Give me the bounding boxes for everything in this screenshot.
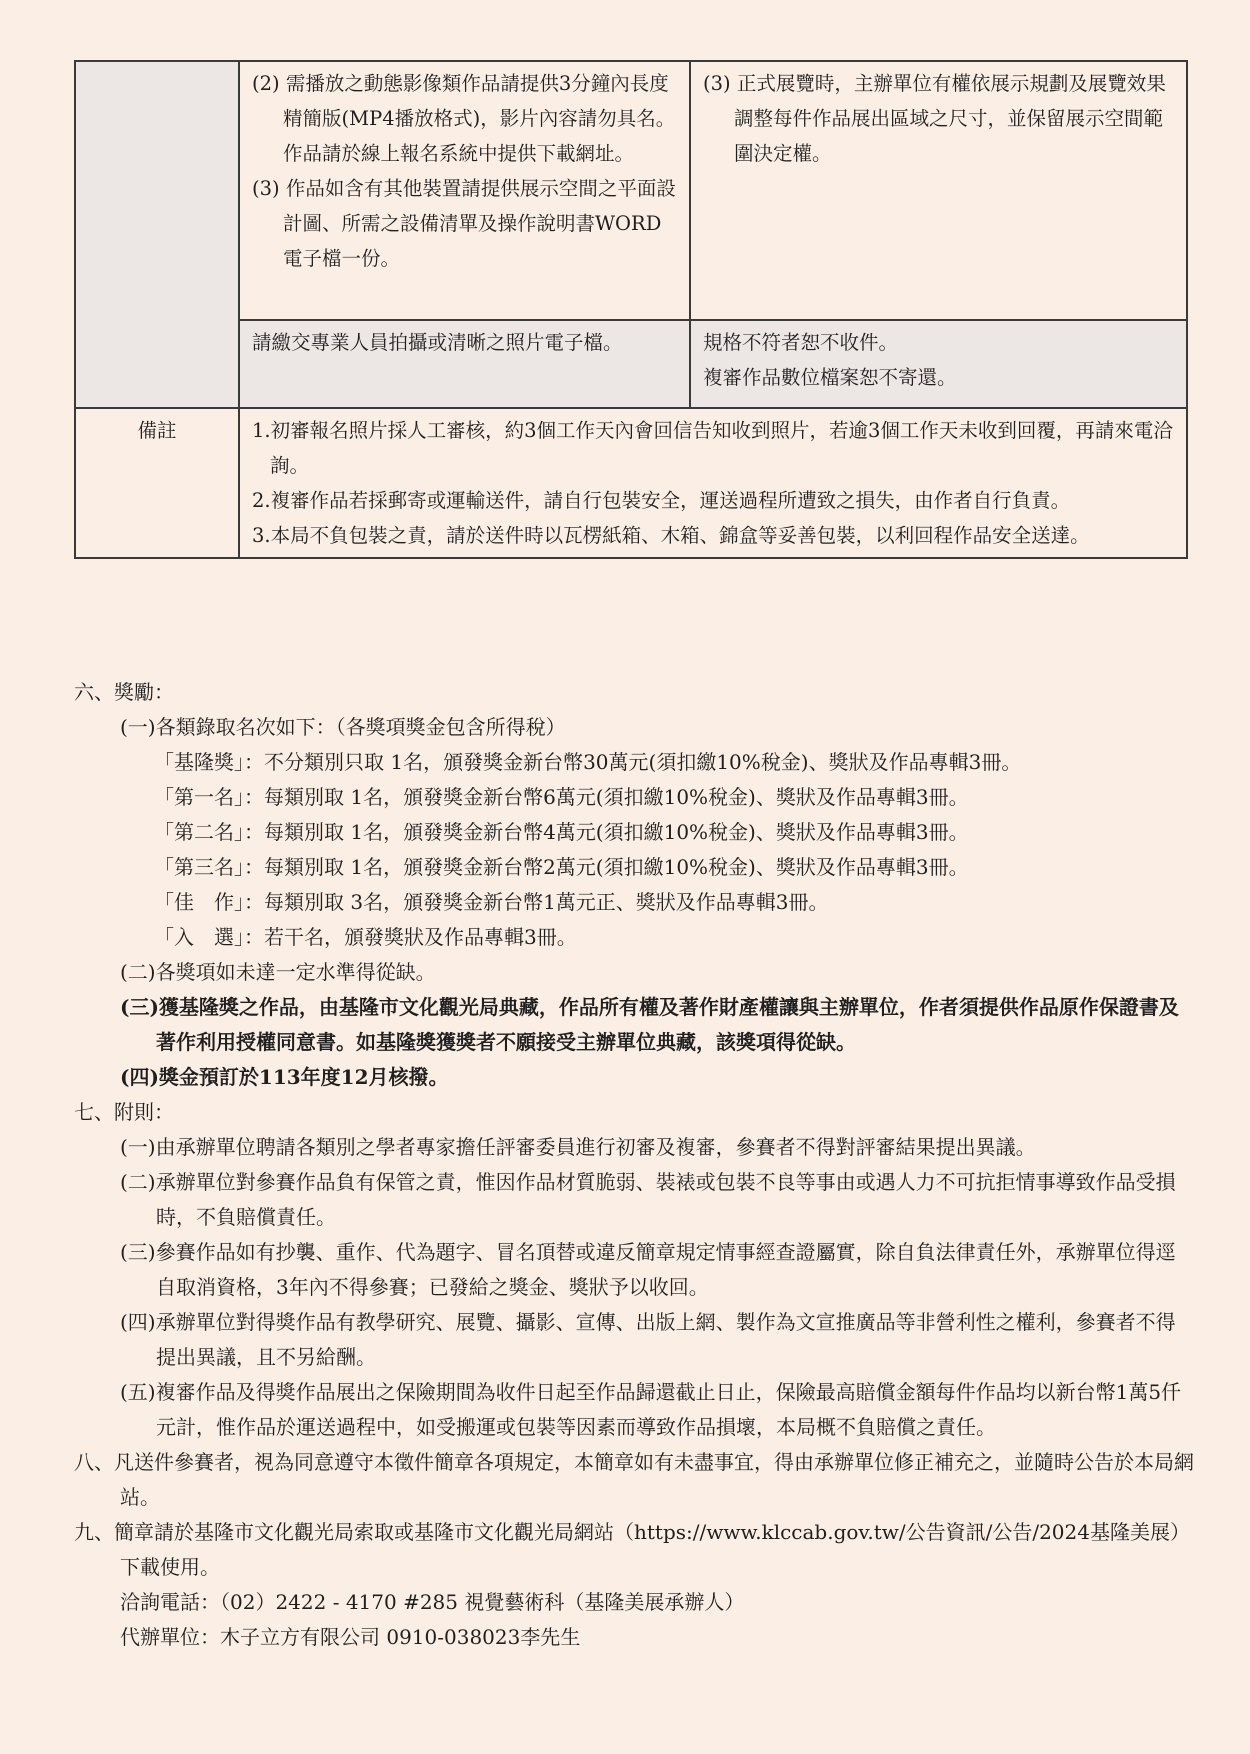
award-line: 「基隆獎」：不分類別只取 1名，頒發獎金新台幣30萬元(須扣繳10%稅金)、獎狀及作品專輯3冊。	[154, 750, 1022, 774]
table-row-header-empty	[75, 61, 239, 408]
section-heading: 八、凡送件參賽者，視為同意遵守本徵件簡章各項規定，本簡章如有未盡事宜，得由承辦單位修正補充之，並隨時公告於本局網站。	[74, 1450, 1194, 1509]
table-row	[75, 320, 1187, 408]
table-row	[75, 61, 1187, 320]
table-cell	[239, 320, 690, 408]
table-item: 規格不符者恕不收件。	[703, 331, 899, 354]
submission-table	[74, 60, 1188, 559]
section-heading: 七、附則：	[74, 1100, 174, 1124]
award-line: 「第三名」：每類別取 1名，頒發獎金新台幣2萬元(須扣繳10%稅金)、獎狀及作品專輯3冊。	[154, 855, 969, 879]
note-item: 2.複審作品若採郵寄或運輸送件，請自行包裝安全，運送過程所遭致之損失，由作者自行負責。	[252, 489, 1071, 512]
contact-phone: 洽詢電話：（02）2422 - 4170 #285 視覺藝術科（基隆美展承辦人）	[120, 1590, 745, 1614]
table-cell	[239, 61, 690, 320]
contact-agent: 代辦單位：木子立方有限公司 0910-038023李先生	[120, 1625, 581, 1649]
notes-label: 備註	[75, 408, 239, 558]
section-item-bold: (三)獲基隆獎之作品，由基隆市文化觀光局典藏，作品所有權及著作財產權讓與主辦單位，作者須提供作品原作保證書及著作利用授權同意書。如基隆獎獲獎者不願接受主辦單位典藏，該獎項得從缺。	[120, 995, 1179, 1054]
section-item: (二)各獎項如未達一定水準得從缺。	[120, 960, 436, 984]
note-item: 3.本局不負包裝之責，請於送件時以瓦楞紙箱、木箱、錦盒等妥善包裝，以利回程作品安全送達。	[252, 524, 1090, 547]
award-line: 「第二名」：每類別取 1名，頒發獎金新台幣4萬元(須扣繳10%稅金)、獎狀及作品專輯3冊。	[154, 820, 969, 844]
table-item: (2) 需播放之動態影像類作品請提供3分鐘內長度精簡版(MP4播放格式)，影片內容請勿具名。作品請於線上報名系統中提供下載網址。	[252, 72, 676, 165]
table-row	[75, 408, 1187, 558]
award-line: 「佳 作」：每類別取 3名，頒發獎金新台幣1萬元正、獎狀及作品專輯3冊。	[154, 890, 829, 914]
section-item: (三)參賽作品如有抄襲、重作、代為題字、冒名頂替或違反簡章規定情事經查證屬實，除自負法律責任外，承辦單位得逕自取消資格，3年內不得參賽；已發給之獎金、獎狀予以收回。	[120, 1240, 1176, 1299]
body-text	[74, 675, 1194, 1655]
section-item-bold: (四)獎金預訂於113年度12月核撥。	[120, 1065, 449, 1089]
section-heading: 六、獎勵：	[74, 680, 174, 704]
section-item: (五)複審作品及得獎作品展出之保險期間為收件日起至作品歸還截止日止，保險最高賠償金額每件作品均以新台幣1萬5仟元計，惟作品於運送過程中，如受搬運或包裝等因素而導致作品損壞，本局概不負賠償之責任。	[120, 1380, 1182, 1439]
table-cell	[690, 320, 1187, 408]
table-item: 請繳交專業人員拍攝或清晰之照片電子檔。	[252, 331, 623, 354]
notes-cell	[239, 408, 1187, 558]
table-item: 複審作品數位檔案恕不寄還。	[703, 366, 957, 389]
table-cell	[690, 61, 1187, 320]
table-item: (3) 正式展覽時，主辦單位有權依展示規劃及展覽效果調整每件作品展出區域之尺寸，並保留展示空間範圍決定權。	[703, 72, 1166, 165]
table-item: (3) 作品如含有其他裝置請提供展示空間之平面設計圖、所需之設備清單及操作說明書WORD電子檔一份。	[252, 177, 676, 270]
award-line: 「入 選」：若干名，頒發獎狀及作品專輯3冊。	[154, 925, 577, 949]
section-heading: 九、簡章請於基隆市文化觀光局索取或基隆市文化觀光局網站（https://www.klccab.gov.tw/公告資訊/公告/2024基隆美展）下載使用。	[74, 1520, 1190, 1579]
section-item: (一)各類錄取名次如下：（各獎項獎金包含所得稅）	[120, 715, 566, 739]
section-item: (二)承辦單位對參賽作品負有保管之責，惟因作品材質脆弱、裝裱或包裝不良等事由或遇人力不可抗拒情事導致作品受損時，不負賠償責任。	[120, 1170, 1176, 1229]
section-item: (四)承辦單位對得獎作品有教學研究、展覽、攝影、宣傳、出版上網、製作為文宣推廣品等非營利性之權利，參賽者不得提出異議，且不另給酬。	[120, 1310, 1176, 1369]
award-line: 「第一名」：每類別取 1名，頒發獎金新台幣6萬元(須扣繳10%稅金)、獎狀及作品專輯3冊。	[154, 785, 969, 809]
note-item: 1.初審報名照片採人工審核，約3個工作天內會回信告知收到照片，若逾3個工作天未收到回覆，再請來電洽詢。	[252, 419, 1173, 477]
section-item: (一)由承辦單位聘請各類別之學者專家擔任評審委員進行初審及複審，參賽者不得對評審結果提出異議。	[120, 1135, 1036, 1159]
